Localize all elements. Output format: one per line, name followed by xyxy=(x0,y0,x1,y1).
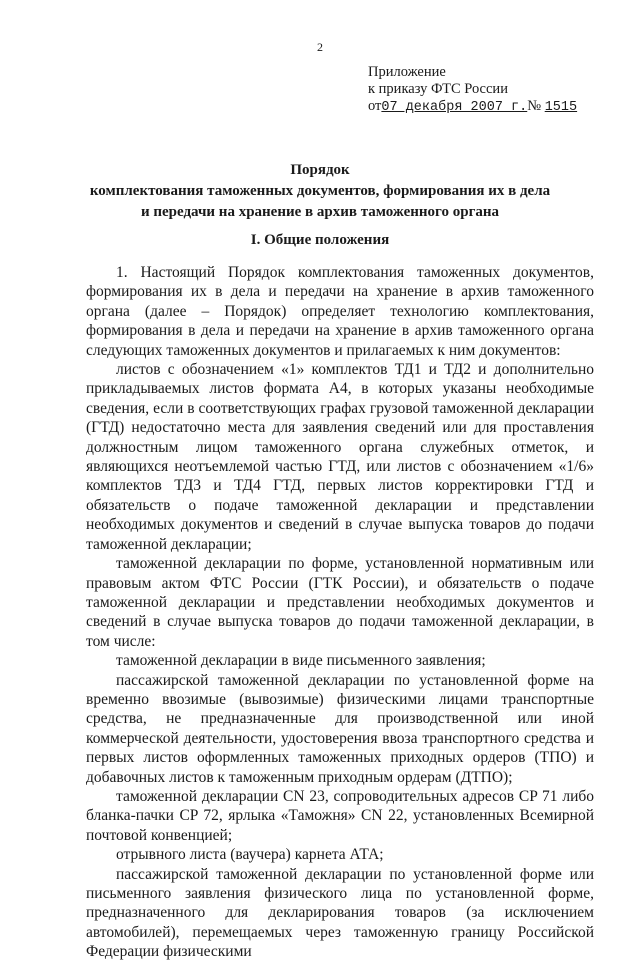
appendix-line-2: к приказу ФТС России xyxy=(368,81,508,97)
date-prefix: от xyxy=(368,98,382,114)
appendix-block xyxy=(368,64,577,116)
order-number: 1515 xyxy=(544,100,578,115)
paragraph: пассажирской таможенной декларации по установленной форме на временно ввозимые (вывозимые) физическими лицами транспортные средства, не предназначенные для производственной или иной коммерческой деятельности, удостоверения ввоза транспортного средства и первых листов оформленных таможенных приходных ордеров (ТПО) и добавочных листов к таможенным приходным ордерам (ДТПО); xyxy=(86,671,594,786)
number-prefix: № xyxy=(527,98,542,114)
title-line-3: и передачи на хранение в архив таможенного органа xyxy=(140,204,500,220)
order-date: 07 декабря 2007 г. xyxy=(381,100,528,115)
appendix-line-1: Приложение xyxy=(368,64,446,80)
appendix-date-line xyxy=(368,98,577,116)
paragraph: таможенной декларации в виде письменного заявления; xyxy=(116,652,486,670)
paragraph: отрывного листа (ваучера) карнета АТА; xyxy=(116,846,384,864)
section-heading: I. Общие положения xyxy=(250,232,390,248)
title-line-2: комплектования таможенных документов, формирования их в дела xyxy=(89,183,551,199)
paragraph: 1. Настоящий Порядок комплектования таможенных документов, формирования их в дела и передачи на хранение в архив таможенного органа (далее – Порядок) определяет технологию комплектования, формирования в дела и передачи на хранение в архив таможенного органа следующих таможенных документов и прилагаемых к ним документов: xyxy=(86,264,594,359)
paragraph: таможенной декларации по форме, установленной нормативным или правовым актом ФТС России (ГТК России), и обязательств о подаче таможенной декларации и представлении необходимых документов и сведений в случае выпуска товаров до подачи таможенной декларации, в том числе: xyxy=(86,555,594,650)
document-title xyxy=(60,160,580,223)
title-line-1: Порядок xyxy=(290,162,350,178)
paragraph: пассажирской таможенной декларации по установленной форме или письменного заявления физического лица по установленной форме, предназначенного для декларирования товаров (за исключением автомобилей), перемещаемых через таможенную границу Российской Федерации физическими xyxy=(86,865,594,961)
document-body xyxy=(86,263,594,962)
paragraph: листов с обозначением «1» комплектов ТД1 и ТД2 и дополнительно прикладываемых листов формата А4, в которых указаны необходимые сведения, если в соответствующих графах грузовой таможенной декларации (ГТД) недостаточно места для заявления сведений или для проставления должностным лицом таможенного органа служебных отметок, и являющихся неотъемлемой частью ГТД, или листов с обозначением «1/6» комплектов ТД3 и ТД4 ГТД, первых листов корректировки ГТД и обязательств о подаче таможенной декларации и представлении необходимых документов и сведений в случае выпуска товаров до подачи таможенной декларации; xyxy=(86,361,594,553)
page-number: 2 xyxy=(317,40,323,54)
paragraph: таможенной декларации CN 23, сопроводительных адресов CP 71 либо бланка-пачки CP 72, ярлыка «Таможня» CN 22, установленных Всемирной почтовой конвенцией; xyxy=(86,787,594,844)
